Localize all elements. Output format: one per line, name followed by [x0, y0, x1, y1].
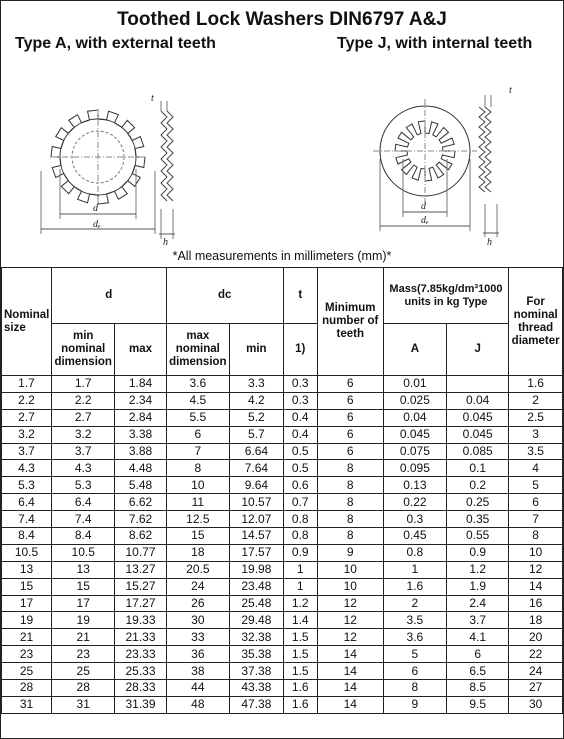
table-cell: 8	[383, 680, 446, 697]
table-cell: 6.4	[2, 494, 52, 511]
table-cell: 1.2	[283, 595, 317, 612]
table-row	[2, 663, 563, 680]
page-title: Toothed Lock Washers DIN6797 A&J	[117, 9, 447, 30]
table-cell: 14	[317, 663, 383, 680]
type-a-washer-drawing	[41, 101, 175, 239]
header-dc-max: max nominal dimension	[166, 324, 229, 376]
table-cell: 37.38	[230, 663, 284, 680]
table-cell: 2.5	[509, 409, 563, 426]
table-cell: 1.6	[283, 696, 317, 713]
table-row	[2, 460, 563, 477]
table-cell: 0.025	[383, 392, 446, 409]
header-nominal-size: Nominal size	[2, 268, 52, 376]
table-cell: 3.7	[447, 612, 509, 629]
table-cell: 1.6	[383, 578, 446, 595]
table-cell: 0.7	[283, 494, 317, 511]
table-cell: 8	[317, 528, 383, 545]
table-cell: 14	[317, 696, 383, 713]
table-cell: 3.6	[383, 629, 446, 646]
type-headings	[1, 31, 563, 59]
table-cell: 0.13	[383, 477, 446, 494]
table-row	[2, 646, 563, 663]
table-cell: 6	[383, 663, 446, 680]
table-cell: 10.57	[230, 494, 284, 511]
table-cell: 0.25	[447, 494, 509, 511]
table-cell: 0.095	[383, 460, 446, 477]
table-cell: 14	[317, 680, 383, 697]
table-cell: 0.6	[283, 477, 317, 494]
table-cell: 1.7	[2, 376, 52, 393]
table-cell: 6.5	[447, 663, 509, 680]
table-cell: 20	[509, 629, 563, 646]
table-cell: 1.4	[283, 612, 317, 629]
table-cell: 8	[509, 528, 563, 545]
table-cell: 1.84	[115, 376, 166, 393]
table-cell: 1.6	[283, 680, 317, 697]
table-cell: 6	[317, 392, 383, 409]
table-cell: 35.38	[230, 646, 284, 663]
table-cell: 36	[166, 646, 229, 663]
table-row	[2, 409, 563, 426]
header-t-footnote: 1)	[283, 324, 317, 376]
table-cell: 14	[509, 578, 563, 595]
dimensions-table	[1, 267, 563, 714]
table-cell: 17	[52, 595, 115, 612]
table-cell: 6.62	[115, 494, 166, 511]
table-cell: 38	[166, 663, 229, 680]
table-cell	[447, 376, 509, 393]
table-cell: 32.38	[230, 629, 284, 646]
table-cell: 23.48	[230, 578, 284, 595]
header-dc-min: min	[230, 324, 284, 376]
table-cell: 1	[383, 561, 446, 578]
table-cell: 1.6	[509, 376, 563, 393]
table-cell: 4.3	[2, 460, 52, 477]
table-cell: 3.7	[52, 443, 115, 460]
washer-drawings-svg	[1, 59, 563, 247]
table-cell: 4.1	[447, 629, 509, 646]
table-row	[2, 443, 563, 460]
table-cell: 0.045	[447, 426, 509, 443]
table-cell: 5	[509, 477, 563, 494]
table-cell: 13	[2, 561, 52, 578]
technical-drawings	[1, 59, 563, 247]
table-cell: 7	[509, 511, 563, 528]
table-cell: 2.2	[2, 392, 52, 409]
table-cell: 0.3	[383, 511, 446, 528]
header-min-teeth: Minimum number of teeth	[317, 268, 383, 376]
table-cell: 4.48	[115, 460, 166, 477]
header-thread-diameter: For nominal thread diameter	[509, 268, 563, 376]
table-cell: 1.5	[283, 629, 317, 646]
table-cell: 0.045	[447, 409, 509, 426]
table-row	[2, 528, 563, 545]
table-cell: 2	[383, 595, 446, 612]
table-cell: 16	[509, 595, 563, 612]
table-cell: 2.2	[52, 392, 115, 409]
table-cell: 0.8	[383, 544, 446, 561]
table-cell: 0.4	[283, 426, 317, 443]
type-a-label-t: t	[151, 93, 154, 104]
table-cell: 12.5	[166, 511, 229, 528]
table-cell: 3.5	[383, 612, 446, 629]
table-cell: 28	[52, 680, 115, 697]
table-cell: 7.4	[2, 511, 52, 528]
table-cell: 12	[317, 595, 383, 612]
header-d: d	[52, 268, 167, 324]
table-cell: 0.4	[283, 409, 317, 426]
table-cell: 6	[509, 494, 563, 511]
table-row	[2, 426, 563, 443]
table-cell: 25	[52, 663, 115, 680]
table-cell: 8.5	[447, 680, 509, 697]
table-cell: 6.64	[230, 443, 284, 460]
table-cell: 7.64	[230, 460, 284, 477]
table-cell: 6.4	[52, 494, 115, 511]
table-cell: 47.38	[230, 696, 284, 713]
type-a-label-dc: dₑ	[93, 219, 101, 230]
table-cell: 31	[2, 696, 52, 713]
table-cell: 15	[52, 578, 115, 595]
table-cell: 1	[283, 578, 317, 595]
table-cell: 0.01	[383, 376, 446, 393]
table-cell: 23	[52, 646, 115, 663]
table-cell: 0.3	[283, 392, 317, 409]
table-cell: 2.7	[52, 409, 115, 426]
table-cell: 28	[2, 680, 52, 697]
table-cell: 0.9	[447, 544, 509, 561]
table-cell: 10.5	[52, 544, 115, 561]
table-cell: 12	[317, 612, 383, 629]
header-d-max: max	[115, 324, 166, 376]
table-cell: 0.5	[283, 443, 317, 460]
units-note: *All measurements in millimeters (mm)*	[172, 249, 392, 263]
table-cell: 0.8	[283, 528, 317, 545]
table-cell: 17.57	[230, 544, 284, 561]
table-cell: 43.38	[230, 680, 284, 697]
table-cell: 1.5	[283, 646, 317, 663]
type-a-heading: Type A, with external teeth	[15, 35, 216, 52]
table-cell: 7.62	[115, 511, 166, 528]
table-cell: 10	[317, 561, 383, 578]
table-cell: 2.7	[2, 409, 52, 426]
table-cell: 19	[2, 612, 52, 629]
table-cell: 1.9	[447, 578, 509, 595]
table-cell: 31.39	[115, 696, 166, 713]
table-cell: 0.085	[447, 443, 509, 460]
table-cell: 6	[317, 409, 383, 426]
type-j-label-t: t	[509, 85, 512, 96]
table-cell: 0.5	[283, 460, 317, 477]
table-cell: 21.33	[115, 629, 166, 646]
table-cell: 6	[317, 426, 383, 443]
table-cell: 13	[52, 561, 115, 578]
table-cell: 2.34	[115, 392, 166, 409]
table-cell: 10.5	[2, 544, 52, 561]
table-cell: 21	[52, 629, 115, 646]
table-cell: 0.45	[383, 528, 446, 545]
table-cell: 1.5	[283, 663, 317, 680]
header-d-min: min nominal dimension	[52, 324, 115, 376]
table-cell: 3.88	[115, 443, 166, 460]
table-cell: 0.8	[283, 511, 317, 528]
table-cell: 3.2	[2, 426, 52, 443]
table-cell: 0.075	[383, 443, 446, 460]
table-cell: 18	[509, 612, 563, 629]
table-cell: 4.2	[230, 392, 284, 409]
table-cell: 15	[2, 578, 52, 595]
table-cell: 3.38	[115, 426, 166, 443]
table-cell: 0.1	[447, 460, 509, 477]
table-cell: 19.33	[115, 612, 166, 629]
table-cell: 12	[317, 629, 383, 646]
table-cell: 5.3	[2, 477, 52, 494]
table-cell: 3.7	[2, 443, 52, 460]
table-cell: 9	[317, 544, 383, 561]
table-cell: 25.33	[115, 663, 166, 680]
table-cell: 5.5	[166, 409, 229, 426]
table-cell: 5	[383, 646, 446, 663]
table-cell: 0.55	[447, 528, 509, 545]
table-row	[2, 376, 563, 393]
type-j-heading: Type J, with internal teeth	[337, 35, 533, 52]
table-cell: 30	[509, 696, 563, 713]
table-cell: 23.33	[115, 646, 166, 663]
table-cell: 29.48	[230, 612, 284, 629]
table-cell: 30	[166, 612, 229, 629]
table-row	[2, 629, 563, 646]
table-cell: 9	[383, 696, 446, 713]
table-cell: 15	[166, 528, 229, 545]
table-cell: 14	[317, 646, 383, 663]
type-j-washer-drawing	[373, 95, 499, 237]
table-cell: 22	[509, 646, 563, 663]
table-row	[2, 392, 563, 409]
table-cell: 6	[317, 376, 383, 393]
table-cell: 7.4	[52, 511, 115, 528]
table-cell: 21	[2, 629, 52, 646]
table-cell: 4	[509, 460, 563, 477]
table-cell: 13.27	[115, 561, 166, 578]
header-mass: Mass(7.85kg/dm³1000 units in kg Type	[383, 268, 509, 324]
table-cell: 8	[317, 460, 383, 477]
table-cell: 27	[509, 680, 563, 697]
table-cell: 8.4	[52, 528, 115, 545]
table-cell: 0.045	[383, 426, 446, 443]
table-cell: 3.2	[52, 426, 115, 443]
table-cell: 15.27	[115, 578, 166, 595]
table-cell: 20.5	[166, 561, 229, 578]
table-cell: 1.2	[447, 561, 509, 578]
table-row	[2, 680, 563, 697]
table-row	[2, 511, 563, 528]
table-cell: 6	[317, 443, 383, 460]
table-cell: 10.77	[115, 544, 166, 561]
table-cell: 0.35	[447, 511, 509, 528]
table-cell: 4.3	[52, 460, 115, 477]
table-cell: 11	[166, 494, 229, 511]
table-row	[2, 544, 563, 561]
type-a-label-h: h	[163, 237, 168, 247]
table-cell: 5.2	[230, 409, 284, 426]
table-row	[2, 494, 563, 511]
type-a-label-d: d	[93, 203, 98, 214]
table-cell: 48	[166, 696, 229, 713]
table-cell: 6	[166, 426, 229, 443]
table-row	[2, 477, 563, 494]
table-cell: 18	[166, 544, 229, 561]
header-t: t	[283, 268, 317, 324]
table-cell: 1.7	[52, 376, 115, 393]
table-row	[2, 561, 563, 578]
table-cell: 9.5	[447, 696, 509, 713]
table-cell: 3.5	[509, 443, 563, 460]
table-cell: 2.84	[115, 409, 166, 426]
type-j-label-dc: dₑ	[421, 215, 429, 226]
table-row	[2, 696, 563, 713]
table-cell: 3.6	[166, 376, 229, 393]
table-cell: 1	[283, 561, 317, 578]
table-cell: 5.48	[115, 477, 166, 494]
table-cell: 8	[317, 511, 383, 528]
table-cell: 26	[166, 595, 229, 612]
table-cell: 9.64	[230, 477, 284, 494]
table-cell: 3.3	[230, 376, 284, 393]
header-dc: dc	[166, 268, 283, 324]
table-cell: 4.5	[166, 392, 229, 409]
table-cell: 24	[166, 578, 229, 595]
type-j-label-d: d	[421, 201, 426, 212]
table-cell: 14.57	[230, 528, 284, 545]
table-cell: 19	[52, 612, 115, 629]
table-cell: 0.2	[447, 477, 509, 494]
table-cell: 8.62	[115, 528, 166, 545]
table-cell: 17	[2, 595, 52, 612]
table-cell: 2	[509, 392, 563, 409]
table-cell: 19.98	[230, 561, 284, 578]
table-cell: 0.04	[447, 392, 509, 409]
table-cell: 2.4	[447, 595, 509, 612]
table-cell: 8	[166, 460, 229, 477]
table-cell: 28.33	[115, 680, 166, 697]
table-cell: 5.3	[52, 477, 115, 494]
table-cell: 0.3	[283, 376, 317, 393]
table-cell: 8	[317, 494, 383, 511]
table-row	[2, 578, 563, 595]
table-row	[2, 612, 563, 629]
table-cell: 10	[317, 578, 383, 595]
table-cell: 33	[166, 629, 229, 646]
table-cell: 12.07	[230, 511, 284, 528]
table-cell: 25.48	[230, 595, 284, 612]
table-cell: 3	[509, 426, 563, 443]
table-cell: 23	[2, 646, 52, 663]
table-cell: 12	[509, 561, 563, 578]
header-mass-a: A	[383, 324, 446, 376]
table-cell: 6	[447, 646, 509, 663]
table-cell: 8.4	[2, 528, 52, 545]
table-cell: 7	[166, 443, 229, 460]
table-cell: 0.04	[383, 409, 446, 426]
table-cell: 25	[2, 663, 52, 680]
table-cell: 44	[166, 680, 229, 697]
type-j-label-h: h	[487, 237, 492, 247]
table-cell: 10	[509, 544, 563, 561]
table-cell: 0.9	[283, 544, 317, 561]
table-cell: 24	[509, 663, 563, 680]
table-cell: 31	[52, 696, 115, 713]
table-row	[2, 595, 563, 612]
table-cell: 17.27	[115, 595, 166, 612]
table-cell: 0.22	[383, 494, 446, 511]
table-cell: 8	[317, 477, 383, 494]
table-cell: 10	[166, 477, 229, 494]
table-cell: 5.7	[230, 426, 284, 443]
table-body	[2, 376, 563, 714]
header-mass-j: J	[447, 324, 509, 376]
